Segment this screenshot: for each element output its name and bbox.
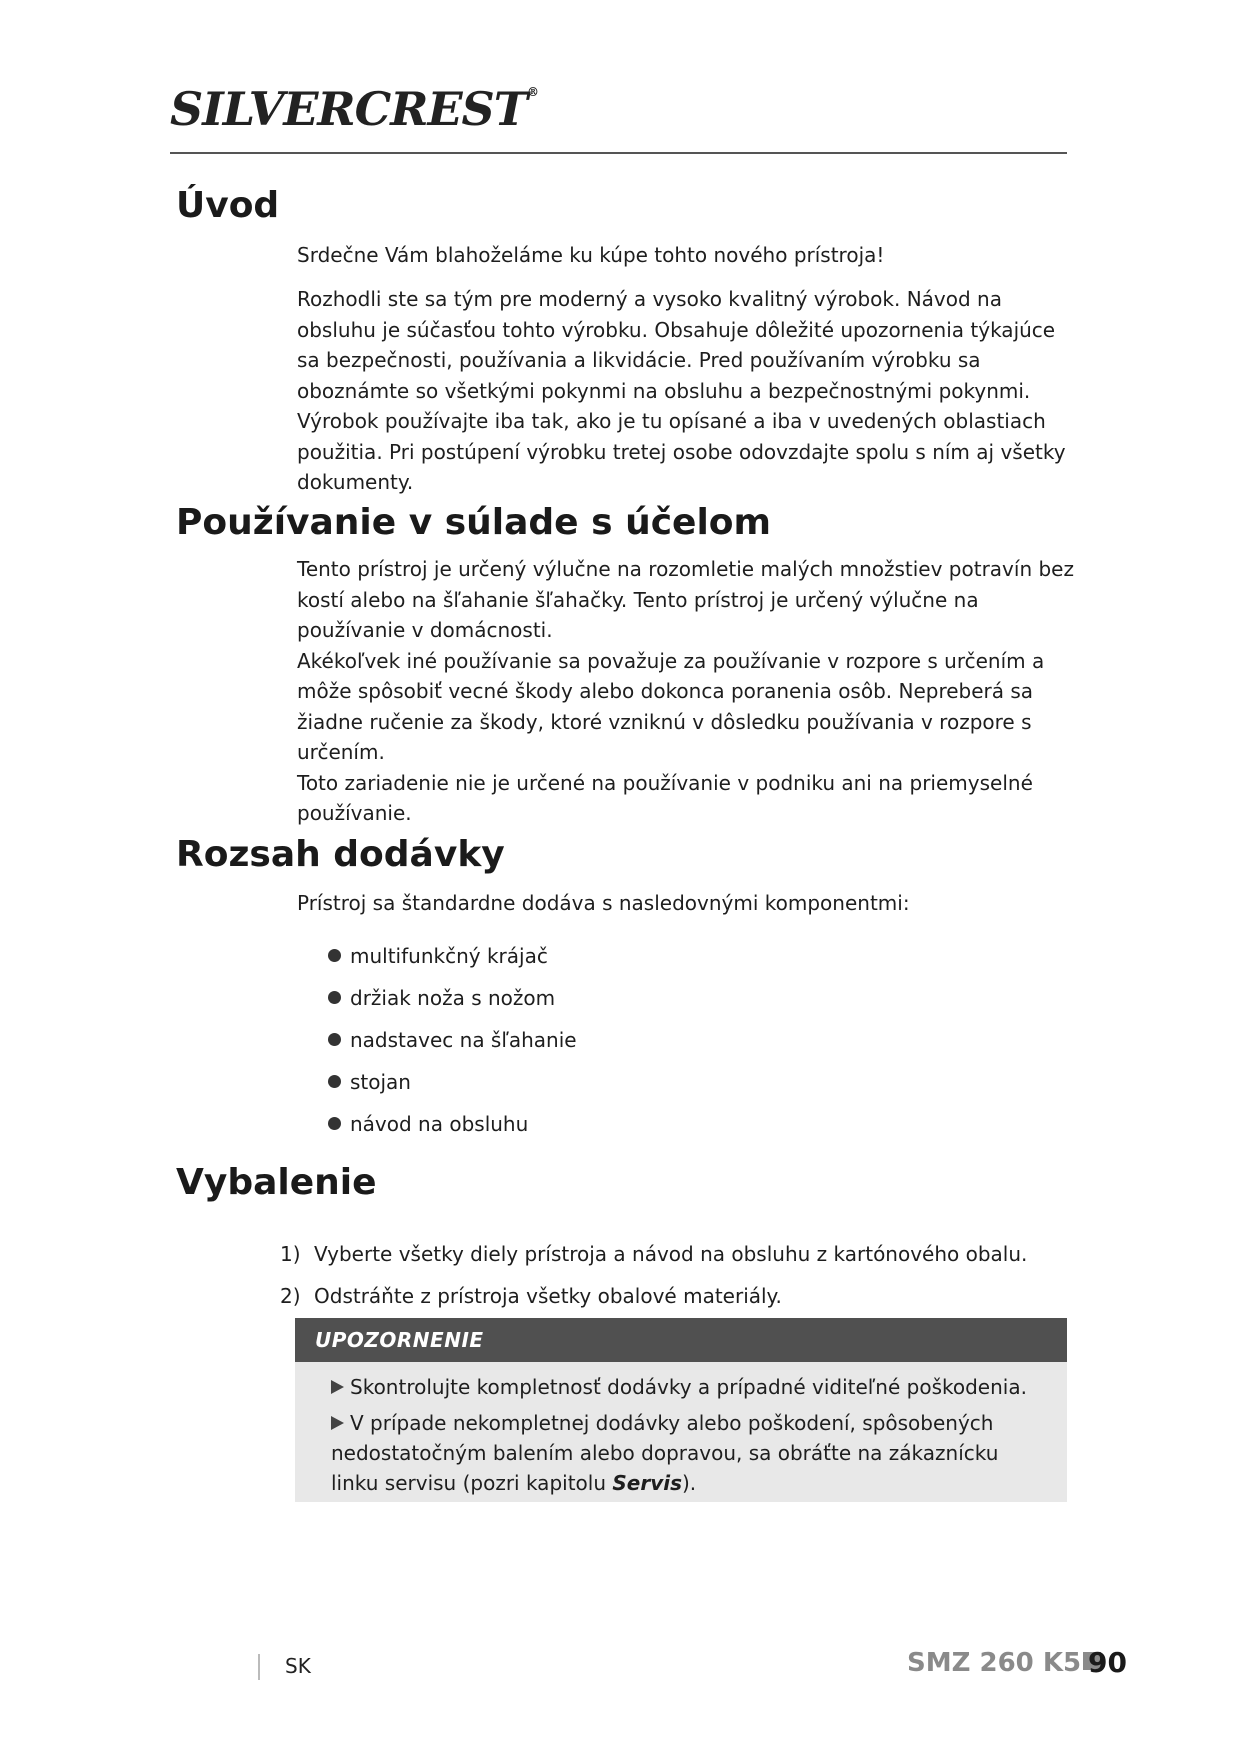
footer-language: SK — [285, 1654, 311, 1678]
bullet-icon — [328, 1075, 341, 1088]
page-number: 90 — [1088, 1646, 1127, 1679]
list-item: držiak noža s nožom — [328, 977, 577, 1019]
warning-item: Skontrolujte kompletnosť dodávky a prípadné viditeľné poškodenia. — [331, 1372, 1049, 1402]
rozsah-intro: Prístroj sa štandardne dodáva s nasledovnými komponentmi: — [297, 891, 910, 915]
footer-model: SMZ 260 K5 — [907, 1648, 1101, 1678]
header-rule — [170, 152, 1067, 154]
list-item: nadstavec na šľahanie — [328, 1019, 577, 1061]
servis-reference: Servis — [612, 1471, 682, 1495]
pouzivanie-paragraph-3: Toto zariadenie nie je určené na používanie v podniku ani na priemyselné používanie. — [297, 770, 1033, 825]
delivery-list — [328, 935, 577, 1145]
brand-logo — [170, 82, 538, 136]
section-title-rozsah: Rozsah dodávky — [176, 834, 505, 875]
list-item: stojan — [328, 1061, 577, 1103]
uvod-paragraph-2: Rozhodli ste sa tým pre moderný a vysoko kvalitný výrobok. Návod na obsluhu je súčasťou tohto výrobku. Obsahuje dôležité upozornenia týkajúce sa bezpečnosti, používania a likvidácie. Pred používaním výrobku sa oboznámte so všetkými pokynmi na obsluhu a bezpečnostnými pokynmi. Výrobok používajte iba tak, ako je tu opísané a iba v uvedených oblastiach použitia. Pri postúpení výrobku tretej osobe odovzdajte spolu s ním aj všetky dokumenty. — [297, 287, 1066, 494]
arrow-icon — [331, 1416, 344, 1430]
uvod-paragraph-1: Srdečne Vám blahoželáme ku kúpe tohto nového prístroja! — [297, 243, 885, 267]
step-item: 1) Vyberte všetky diely prístroja a návod na obsluhu z kartónového obalu. — [280, 1242, 1028, 1266]
step-item: 2) Odstráňte z prístroja všetky obalové materiály. — [280, 1284, 782, 1308]
warning-item: V prípade nekompletnej dodávky alebo poškodení, spôsobených nedostatočným balením alebo dopravou, sa obráťte na zákaznícku linku servisu (pozri kapitolu Servis). — [331, 1411, 999, 1495]
arrow-icon — [331, 1380, 344, 1394]
section-title-pouzivanie: Používanie v súlade s účelom — [176, 502, 772, 543]
pouzivanie-text — [297, 554, 1077, 829]
warning-heading: UPOZORNENIE — [295, 1318, 1067, 1362]
warning-box — [295, 1318, 1067, 1502]
list-item: multifunkčný krájač — [328, 935, 577, 977]
bullet-icon — [328, 991, 341, 1004]
registered-mark: ® — [526, 85, 538, 99]
pouzivanie-paragraph-1: Tento prístroj je určený výlučne na rozomletie malých množstiev potravín bez kostí alebo na šľahanie šľahačky. Tento prístroj je určený výlučne na používanie v domácnosti. — [297, 557, 1074, 642]
pouzivanie-paragraph-2: Akékoľvek iné používanie sa považuje za používanie v rozpore s určením a môže spôsobiť vecné škody alebo dokonca poranenia osôb. Nepreberá sa žiadne ručenie za škody, ktoré vzniknú v dôsledku používania v rozpore s určením. — [297, 648, 1045, 764]
section-title-vybalenie: Vybalenie — [176, 1162, 377, 1203]
brand-name: SILVERCREST — [170, 82, 527, 136]
section-title-uvod: Úvod — [176, 185, 280, 226]
bullet-icon — [328, 1117, 341, 1130]
bullet-icon — [328, 949, 341, 962]
footer-divider — [258, 1654, 260, 1680]
bullet-icon — [328, 1033, 341, 1046]
list-item: návod na obsluhu — [328, 1103, 577, 1145]
unpacking-steps — [280, 1233, 1027, 1317]
